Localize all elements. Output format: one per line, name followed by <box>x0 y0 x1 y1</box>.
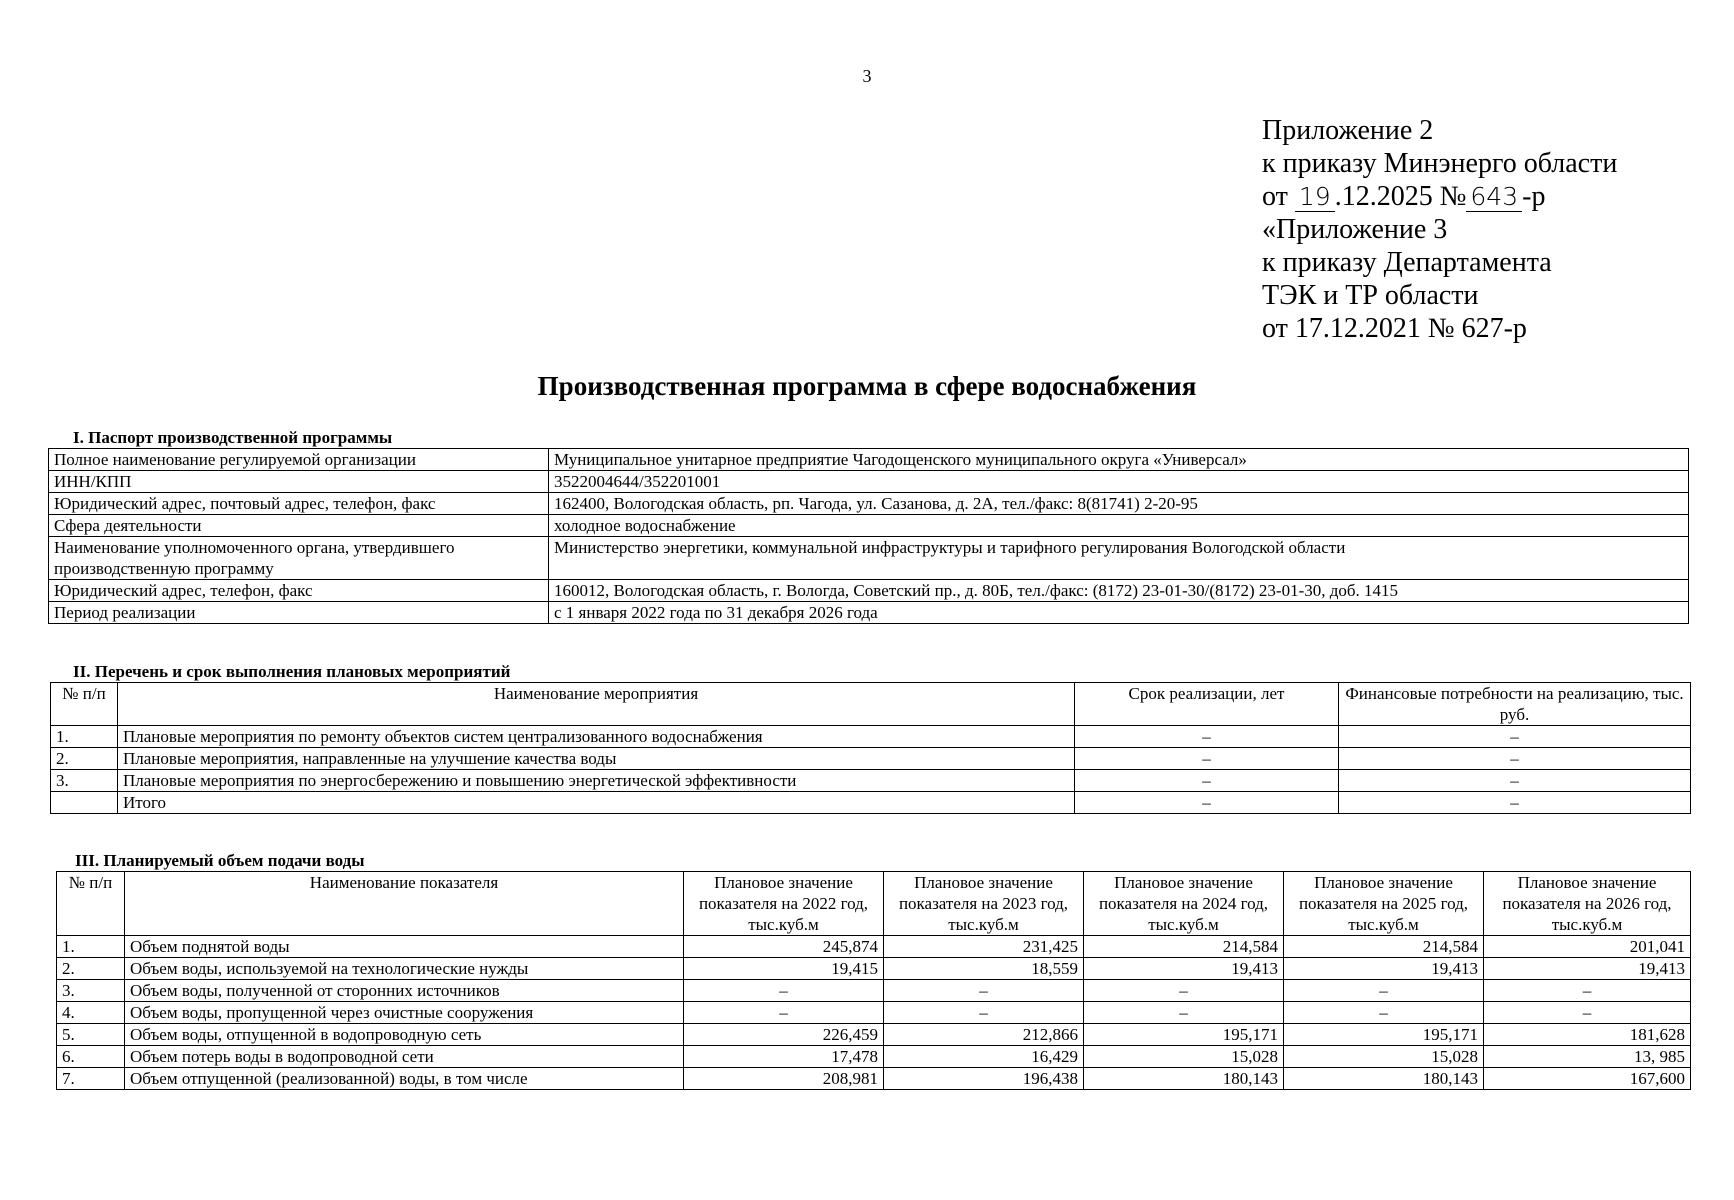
table-row <box>51 770 1691 792</box>
indicator-name: Объем поднятой воды <box>125 936 684 958</box>
indicator-name: Объем воды, полученной от сторонних источников <box>125 980 684 1002</box>
row-num: 4. <box>57 1002 125 1024</box>
indicator-value: 17,478 <box>684 1046 884 1068</box>
row-num: 1. <box>57 936 125 958</box>
header-year-2026: Плановое значение показателя на 2026 год, тыс.куб.м <box>1484 872 1691 936</box>
header-year-2024: Плановое значение показателя на 2024 год, тыс.куб.м <box>1084 872 1284 936</box>
table-row <box>57 1024 1691 1046</box>
handwritten-day: 19 <box>1295 182 1335 212</box>
indicator-value: – <box>1484 1002 1691 1024</box>
section1-title: I. Паспорт производственной программы <box>73 428 393 447</box>
activity-name: Плановые мероприятия, направленные на улучшение качества воды <box>118 748 1075 770</box>
header-finance: Финансовые потребности на реализацию, тыс. руб. <box>1339 683 1691 726</box>
section2-title: II. Перечень и срок выполнения плановых мероприятий <box>73 662 511 681</box>
passport-label: Сфера деятельности <box>49 515 549 537</box>
indicator-value: 19,415 <box>684 958 884 980</box>
indicator-value: 208,981 <box>684 1068 884 1090</box>
table-header-row <box>51 683 1691 726</box>
activity-name: Итого <box>118 792 1075 814</box>
table-row <box>57 936 1691 958</box>
indicator-value: – <box>1484 980 1691 1002</box>
indicator-value: 195,171 <box>1284 1024 1484 1046</box>
activity-term: – <box>1075 726 1339 748</box>
passport-value: 160012, Вологодская область, г. Вологда, Советский пр., д. 80Б, тел./факс: (8172) 23-01-30/(8172) 23-01-30, доб. 1415 <box>549 580 1689 602</box>
indicator-value: – <box>884 1002 1084 1024</box>
row-num: 2. <box>51 748 118 770</box>
appendix-line: к приказу Минэнерго области <box>1262 148 1618 179</box>
activity-finance: – <box>1339 792 1691 814</box>
indicator-value: 214,584 <box>1084 936 1284 958</box>
appendix-date-line <box>1262 180 1617 213</box>
header-name: Наименование показателя <box>125 872 684 936</box>
table-row <box>57 958 1691 980</box>
header-year-2023: Плановое значение показателя на 2023 год, тыс.куб.м <box>884 872 1084 936</box>
indicator-value: 196,438 <box>884 1068 1084 1090</box>
header-year-2025: Плановое значение показателя на 2025 год, тыс.куб.м <box>1284 872 1484 936</box>
passport-label: Юридический адрес, почтовый адрес, телефон, факс <box>49 493 549 515</box>
row-num: 7. <box>57 1068 125 1090</box>
page-number: 3 <box>862 66 872 86</box>
activity-term: – <box>1075 748 1339 770</box>
table-row <box>57 1068 1691 1090</box>
row-num: 3. <box>51 770 118 792</box>
appendix-prefix: от <box>1262 181 1288 212</box>
header-term: Срок реализации, лет <box>1075 683 1339 726</box>
indicator-value: – <box>684 980 884 1002</box>
indicator-value: 226,459 <box>684 1024 884 1046</box>
table-row <box>51 792 1691 814</box>
indicator-value: 212,866 <box>884 1024 1084 1046</box>
indicator-name: Объем воды, используемой на технологические нужды <box>125 958 684 980</box>
indicator-value: 16,429 <box>884 1046 1084 1068</box>
header-name: Наименование мероприятия <box>118 683 1075 726</box>
passport-table <box>48 448 1689 624</box>
indicator-value: – <box>884 980 1084 1002</box>
activities-table <box>50 682 1691 814</box>
activity-finance: – <box>1339 726 1691 748</box>
table-row <box>49 471 1689 493</box>
header-num: № п/п <box>51 683 118 726</box>
indicator-value: – <box>1084 980 1284 1002</box>
handwritten-number: 643 <box>1466 182 1522 212</box>
indicator-value: 19,413 <box>1284 958 1484 980</box>
activity-term: – <box>1075 792 1339 814</box>
header-num: № п/п <box>57 872 125 936</box>
activity-term: – <box>1075 770 1339 792</box>
table-row <box>51 748 1691 770</box>
row-num <box>51 792 118 814</box>
passport-label: Юридический адрес, телефон, факс <box>49 580 549 602</box>
indicator-value: – <box>684 1002 884 1024</box>
activity-name: Плановые мероприятия по ремонту объектов систем централизованного водоснабжения <box>118 726 1075 748</box>
document-title: Производственная программа в сфере водоснабжения <box>537 371 1197 401</box>
indicator-value: 15,028 <box>1284 1046 1484 1068</box>
water-volume-table <box>56 871 1691 1090</box>
passport-label: Полное наименование регулируемой организации <box>49 449 549 471</box>
header-year-2022: Плановое значение показателя на 2022 год, тыс.куб.м <box>684 872 884 936</box>
indicator-value: 181,628 <box>1484 1024 1691 1046</box>
table-row <box>57 1002 1691 1024</box>
passport-value: холодное водоснабжение <box>549 515 1689 537</box>
indicator-name: Объем отпущенной (реализованной) воды, в том числе <box>125 1068 684 1090</box>
indicator-value: 13, 985 <box>1484 1046 1691 1068</box>
appendix-line: «Приложение 3 <box>1262 214 1448 245</box>
table-row <box>49 580 1689 602</box>
passport-value: Министерство энергетики, коммунальной инфраструктуры и тарифного регулирования Вологодской области <box>549 537 1689 580</box>
indicator-value: – <box>1084 1002 1284 1024</box>
indicator-value: – <box>1284 980 1484 1002</box>
activity-finance: – <box>1339 748 1691 770</box>
table-row <box>49 602 1689 624</box>
indicator-value: 180,143 <box>1284 1068 1484 1090</box>
indicator-name: Объем воды, отпущенной в водопроводную сеть <box>125 1024 684 1046</box>
indicator-value: 167,600 <box>1484 1068 1691 1090</box>
passport-value: Муниципальное унитарное предприятие Чагодощенского муниципального округа «Универсал» <box>549 449 1689 471</box>
table-row <box>49 537 1689 580</box>
passport-value: с 1 января 2022 года по 31 декабря 2026 года <box>549 602 1689 624</box>
row-num: 3. <box>57 980 125 1002</box>
indicator-value: 201,041 <box>1484 936 1691 958</box>
appendix-block <box>1262 114 1617 345</box>
activity-finance: – <box>1339 770 1691 792</box>
indicator-name: Объем потерь воды в водопроводной сети <box>125 1046 684 1068</box>
appendix-line: Приложение 2 <box>1262 115 1434 146</box>
indicator-value: 195,171 <box>1084 1024 1284 1046</box>
appendix-line: ТЭК и ТР области <box>1262 280 1479 311</box>
indicator-value: 19,413 <box>1084 958 1284 980</box>
indicator-value: 18,559 <box>884 958 1084 980</box>
table-header-row <box>57 872 1691 936</box>
passport-value: 162400, Вологодская область, рп. Чагода, ул. Сазанова, д. 2А, тел./факс: 8(81741) 2-20-95 <box>549 493 1689 515</box>
appendix-line: к приказу Департамента <box>1262 247 1552 278</box>
appendix-line: от 17.12.2021 № 627-р <box>1262 313 1527 344</box>
passport-label: Период реализации <box>49 602 549 624</box>
table-row <box>49 515 1689 537</box>
table-row <box>49 493 1689 515</box>
indicator-value: 231,425 <box>884 936 1084 958</box>
indicator-value: 180,143 <box>1084 1068 1284 1090</box>
indicator-value: 19,413 <box>1484 958 1691 980</box>
passport-value: 3522004644/352201001 <box>549 471 1689 493</box>
table-row <box>57 980 1691 1002</box>
appendix-date-mid: .12.2025 № <box>1334 181 1467 212</box>
indicator-value: 245,874 <box>684 936 884 958</box>
passport-label: Наименование уполномоченного органа, утвердившего производственную программу <box>49 537 549 580</box>
row-num: 1. <box>51 726 118 748</box>
indicator-value: – <box>1284 1002 1484 1024</box>
activity-name: Плановые мероприятия по энергосбережению и повышению энергетической эффективности <box>118 770 1075 792</box>
passport-label: ИНН/КПП <box>49 471 549 493</box>
table-row <box>49 449 1689 471</box>
row-num: 6. <box>57 1046 125 1068</box>
appendix-suffix: -р <box>1522 181 1546 212</box>
indicator-value: 214,584 <box>1284 936 1484 958</box>
indicator-value: 15,028 <box>1084 1046 1284 1068</box>
section3-title: III. Планируемый объем подачи воды <box>75 851 365 870</box>
indicator-name: Объем воды, пропущенной через очистные сооружения <box>125 1002 684 1024</box>
table-row <box>57 1046 1691 1068</box>
table-row <box>51 726 1691 748</box>
row-num: 5. <box>57 1024 125 1046</box>
row-num: 2. <box>57 958 125 980</box>
